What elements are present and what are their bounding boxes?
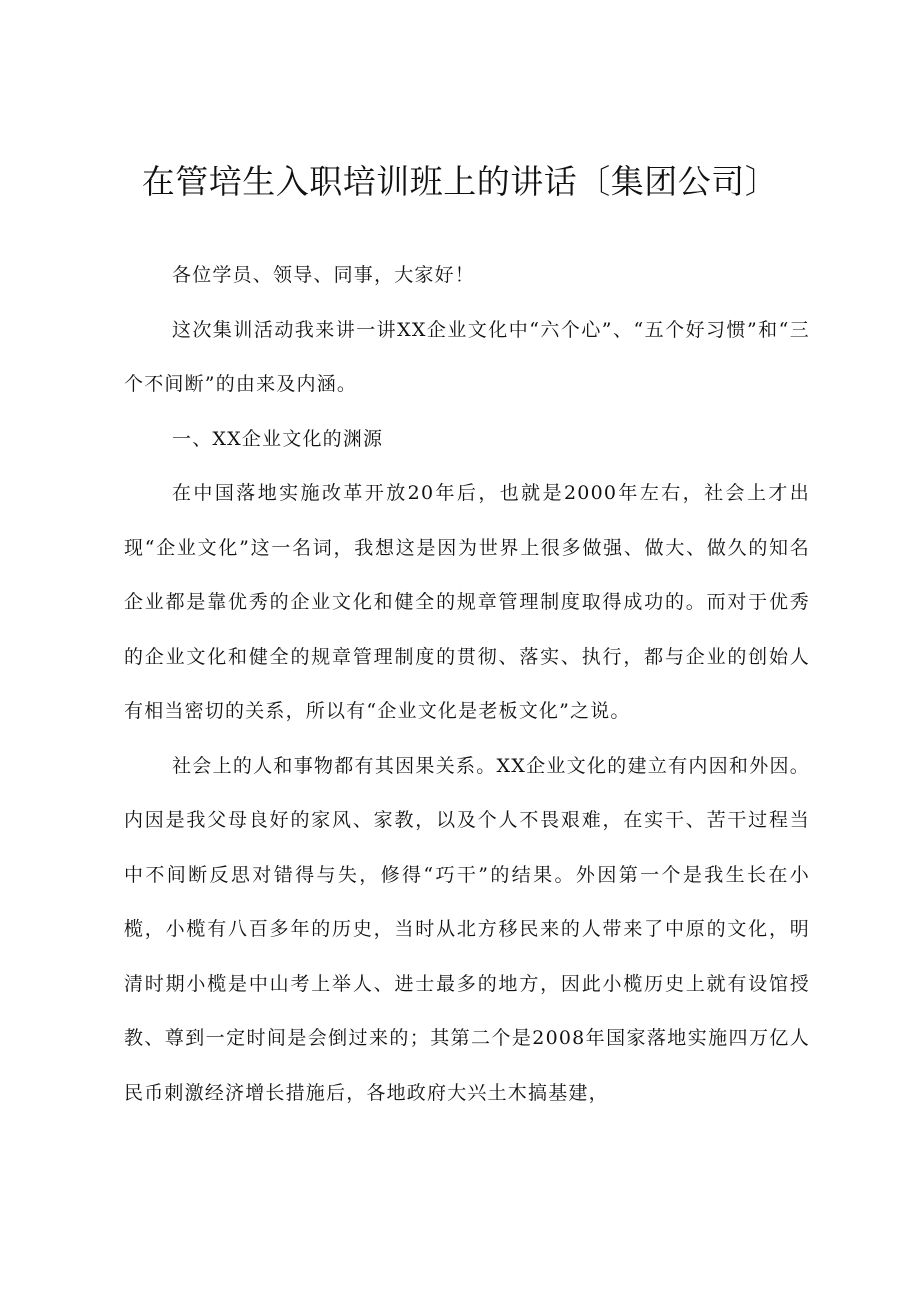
body-paragraph: 在中国落地实施改革开放20年后，也就是2000年左右，社会上才出现“企业文化”这一名词，我想这是因为世界上很多做强、做大、做久的知名企业都是靠优秀的企业文化和健全的规章管理制度取得成功的。而对于优秀的企业文化和健全的规章管理制度的贯彻、落实、执行，都与企业的创始人有相当密切的关系，所以有“企业文化是老板文化”之说。 <box>124 482 810 722</box>
document-body <box>124 248 810 1120</box>
greeting-paragraph: 各位学员、领导、同事，大家好！ <box>172 264 476 286</box>
section-heading: 一、XX企业文化的渊源 <box>172 427 384 450</box>
body-paragraph: 社会上的人和事物都有其因果关系。XX企业文化的建立有内因和外因。内因是我父母良好的家风、家教，以及个人不畏艰难，在实干、苦干过程当中不间断反思对错得与失，修得“巧干”的结果。外因第一个是我生长在小榄，小榄有八百多年的历史，当时从北方移民来的人带来了中原的文化，明清时期小榄是中山考上举人、进士最多的地方，因此小榄历史上就有设馆授教、尊到一定时间是会倒过来的；其第二个是2008年国家落地实施四万亿人民币刺激经济增长措施后，各地政府大兴土木搞基建， <box>124 754 810 1104</box>
intro-paragraph: 这次集训活动我来讲一讲XX企业文化中“六个心”、“五个好习惯”和“三个不间断”的由来及内涵。 <box>124 318 810 395</box>
document-title: 在管培生入职培训班上的讲话〔集团公司〕 <box>141 162 779 201</box>
